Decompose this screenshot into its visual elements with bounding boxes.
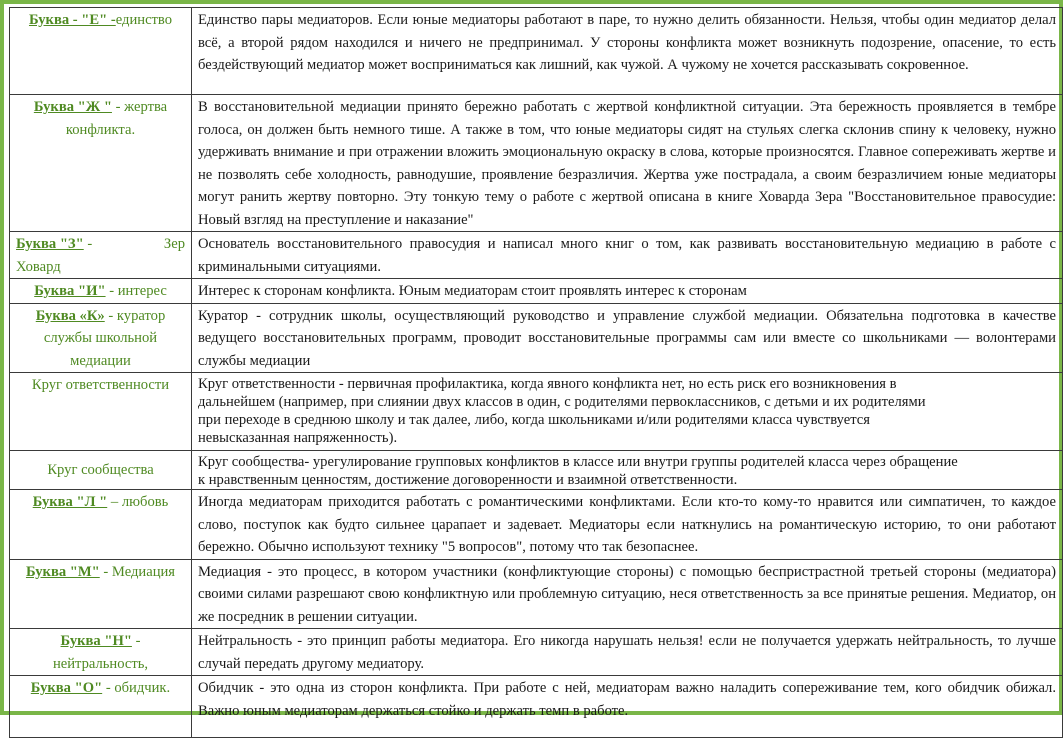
definition-cell: Куратор - сотрудник школы, осуществляющий руководство и управление службой медиации. Обязательна подготовка в качестве ведущего восстановительных программ, проводит восстановительные программы сам или вместе со школьниками — волонтерами службы медиации bbox=[192, 303, 1063, 373]
term-text: - нейтральность, bbox=[52, 633, 149, 672]
definition-cell: В восстановительной медиации принято бережно работать с жертвой конфликтной ситуации. Эта бережность проявляется в тембре голоса, он должен быть немного тише. А также в том, что юные медиаторы сидят на стульях слегка склонив спину к человеку, нужно удерживать внимание и при отражении вложить эмоциональную окраску в слова, которые произносятся. Главное сопереживать жертве и не позволять себе холодность, равнодушие, проявление безразличия. Жертва уже пострадала, а своим безразличием юные медиаторы могут ранить жертву повторно. Эту тонкую тему о работе с жертвой описана в книге Ховарда Зера "Восстановительное правосудие: Новый взгляд на преступление и наказание" bbox=[192, 95, 1063, 232]
definition-cell: Обидчик - это одна из сторон конфликта. При работе с ней, медиаторам важно наладить сопереживание тем, кого обидчик обижал. Важно юным медиаторам держаться стойко и держать темп в работе. bbox=[192, 676, 1063, 738]
term-cell bbox=[10, 490, 192, 560]
term-text: – любовь bbox=[107, 494, 169, 510]
table-row bbox=[10, 95, 1063, 232]
definition-line: к нравственным ценностям, достижение договоренности и взаимной ответственности. bbox=[198, 472, 738, 488]
term-cell bbox=[10, 279, 192, 304]
table-row bbox=[10, 559, 1063, 629]
term-letter: Буква "Ж " bbox=[33, 99, 112, 115]
term-text: - обидчик. bbox=[102, 680, 171, 696]
definition-cell: Интерес к сторонам конфликта. Юным медиаторам стоит проявлять интерес к сторонам bbox=[192, 279, 1063, 304]
table-row bbox=[10, 676, 1063, 738]
term-letter: Буква "И" bbox=[34, 283, 106, 299]
term-letter: Буква "Л " bbox=[32, 494, 108, 510]
term-cell: Круг ответственности bbox=[10, 373, 192, 451]
definition-cell: Единство пары медиаторов. Если юные медиаторы работают в паре, то нужно делить обязанности. Нельзя, чтобы один медиатор делал всё, а второй рядом находился и ничего не предпринимал. У стороны конфликта может возникнуть подозрение, опасение, то есть бездействующий медиатор может восприниматься как лишний, как чужой. А чужому не хочется рассказывать сокровенное. bbox=[192, 8, 1063, 95]
term-letter: Буква "Н" bbox=[60, 633, 132, 649]
table-row bbox=[10, 490, 1063, 560]
definition-line: дальнейшем (например, при слиянии двух классов в один, с родителями первоклассников, с детьми и их родителями bbox=[198, 394, 926, 410]
term-cell bbox=[10, 629, 192, 676]
term-text: - Медиация bbox=[99, 563, 176, 580]
table-row bbox=[10, 232, 1063, 279]
term-text-line2: Ховард bbox=[16, 258, 61, 275]
definition-line: Круг сообщества- урегулирование групповых конфликтов в классе или внутри группы родителей класса через обращение bbox=[198, 454, 958, 470]
definition-cell: Медиация - это процесс, в котором участники (конфликтующие стороны) с помощью беспристрастной третьей стороны (медиатора) своими силами разрешают свою конфликтную или проблемную ситуацию, неся ответственность за все принятые решения. Медиатор, он же посредник в решении ситуации. bbox=[192, 559, 1063, 629]
table-row bbox=[10, 8, 1063, 95]
term-cell bbox=[10, 95, 192, 232]
term-dash: - bbox=[83, 236, 93, 252]
term-cell: Круг сообщества bbox=[10, 451, 192, 490]
definition-cell: Иногда медиаторам приходится работать с романтическими конфликтами. Если кто-то кому-то нравится или симпатичен, то каждое слово, поступок как будто сильнее царапает и задевает. Медиаторы если наткнулись на романтическую историю, то они работают бережно. Обычно используют технику "5 вопросов", потому что так безопаснее. bbox=[192, 490, 1063, 560]
definition-line: невысказанная напряженность). bbox=[198, 430, 398, 446]
definition-cell: Нейтральность - это принцип работы медиатора. Его никогда нарушать нельзя! если не получается удержать нейтральность, то лучше случай передать другому медиатору. bbox=[192, 629, 1063, 676]
term-cell bbox=[10, 303, 192, 373]
term-text: - интерес bbox=[105, 283, 167, 299]
term-cell bbox=[10, 559, 192, 629]
term-letter: Буква "З" bbox=[16, 236, 84, 252]
table-row bbox=[10, 629, 1063, 676]
term-text: единство bbox=[115, 12, 173, 28]
term-text: - куратор службы школьной медиации bbox=[43, 307, 166, 369]
term-letter: Буква "О" bbox=[30, 680, 103, 696]
term-letter: Буква - "Е" - bbox=[28, 12, 116, 28]
definition-line: при переходе в среднюю школу и так далее, либо, когда школьниками и/или родителями класса чувствуется bbox=[198, 412, 870, 428]
glossary-table bbox=[9, 7, 1063, 738]
term-letter: Буква «К» bbox=[35, 307, 105, 324]
table-row bbox=[10, 303, 1063, 373]
definition-line: Круг ответственности - первичная профилактика, когда явного конфликта нет, но есть риск его возникновения в bbox=[198, 376, 897, 392]
table-row bbox=[10, 279, 1063, 304]
term-cell bbox=[10, 8, 192, 95]
term-cell bbox=[10, 676, 192, 738]
definition-cell bbox=[192, 373, 1063, 451]
definition-cell bbox=[192, 451, 1063, 490]
table-row bbox=[10, 451, 1063, 490]
term-text: Зер bbox=[163, 236, 185, 252]
term-cell bbox=[10, 232, 192, 279]
term-letter: Буква "М" bbox=[25, 563, 100, 580]
term-text: - жертва конфликта. bbox=[65, 99, 168, 138]
definition-cell: Основатель восстановительного правосудия и написал много книг о том, как развивать восстановительную медиацию в работе с криминальными ситуациями. bbox=[192, 232, 1063, 279]
table-row bbox=[10, 373, 1063, 451]
